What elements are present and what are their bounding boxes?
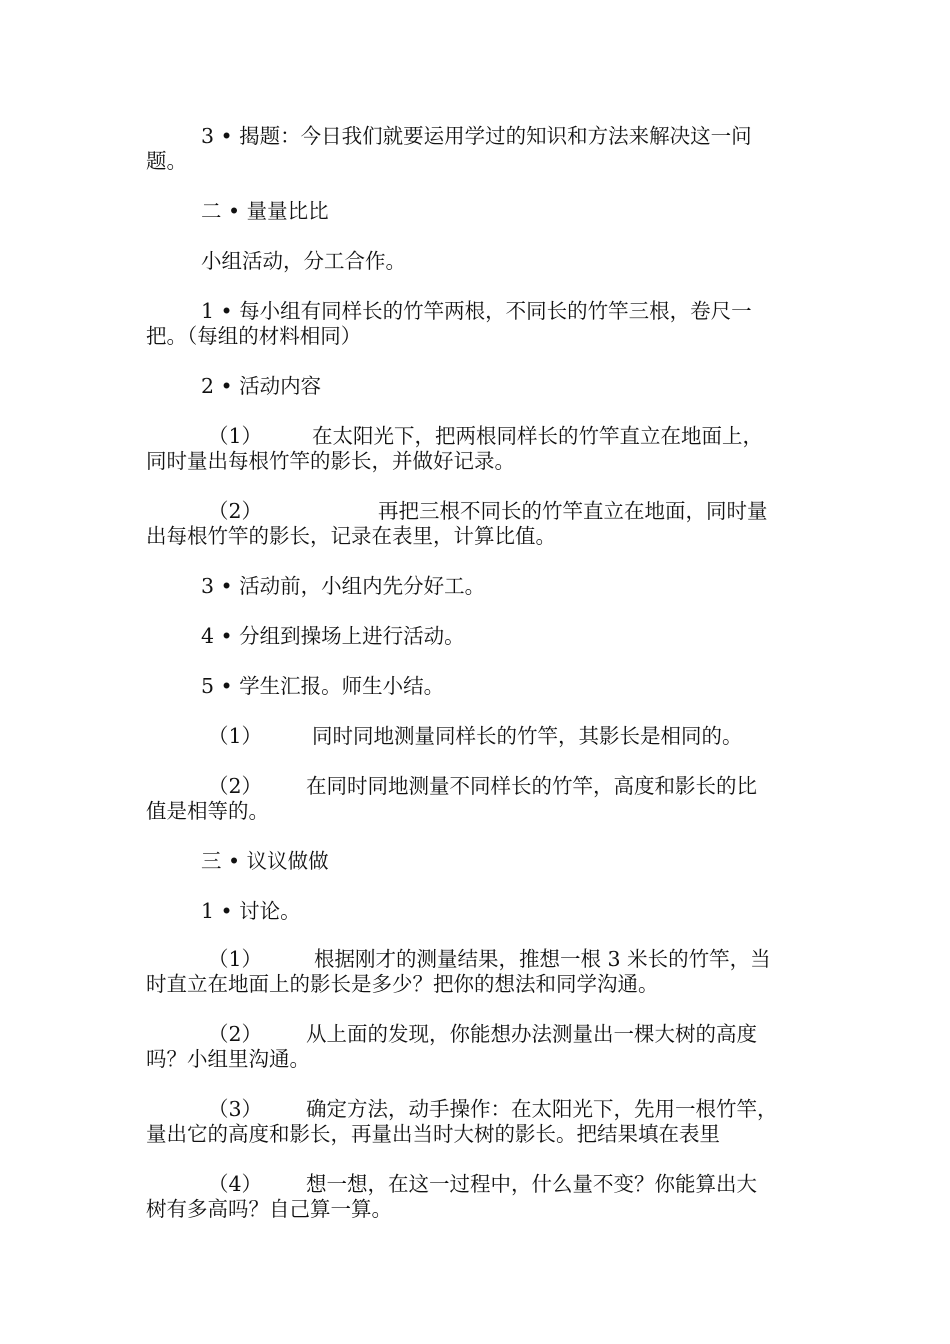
text-line: 5 • 学生汇报。师生小结。 (201, 674, 445, 698)
paragraph (146, 374, 808, 399)
text-line: 4 • 分组到操场上进行活动。 (201, 624, 465, 648)
paragraph (146, 899, 808, 924)
item-number: （2） (208, 499, 263, 523)
text-line: 把。（每组的材料相同） (146, 324, 362, 348)
text-line: 量出它的高度和影长，再量出当时大树的影长。把结果填在表里 (146, 1122, 720, 1146)
list-item (146, 499, 808, 549)
text-line: 树有多高吗？自己算一算。 (146, 1197, 392, 1221)
section-heading-3 (146, 849, 808, 874)
text-line: 出每根竹竿的影长，记录在表里，计算比值。 (146, 524, 556, 548)
item-number: （2） (208, 1022, 263, 1046)
list-item (146, 424, 808, 474)
paragraph (146, 574, 808, 599)
list-item (146, 1022, 808, 1072)
text-line: 在太阳光下，把两根同样长的竹竿直立在地面上， (312, 424, 763, 448)
list-item (146, 947, 808, 997)
item-number: （4） (208, 1172, 263, 1196)
text-line: 二 • 量量比比 (201, 199, 329, 223)
text-line: 同时同地测量同样长的竹竿，其影长是相同的。 (312, 724, 743, 748)
text-line: 3 • 活动前，小组内先分好工。 (201, 574, 486, 598)
paragraph (146, 674, 808, 699)
list-item (146, 724, 808, 749)
text-line: 时直立在地面上的影长是多少？把你的想法和同学沟通。 (146, 972, 659, 996)
list-item (146, 1097, 808, 1147)
text-line: 值是相等的。 (146, 799, 269, 823)
list-item (146, 1172, 808, 1222)
text-line: 2 • 活动内容 (201, 374, 322, 398)
paragraph (146, 249, 808, 274)
text-line: 从上面的发现，你能想办法测量出一棵大树的高度 (306, 1022, 757, 1046)
item-number: （3） (208, 1097, 263, 1121)
text-line: 根据刚才的测量结果，推想一根 3 米长的竹竿，当 (314, 947, 771, 971)
text-line: 在同时同地测量不同样长的竹竿，高度和影长的比 (306, 774, 757, 798)
item-number: （1） (208, 724, 263, 748)
text-line: 1 • 每小组有同样长的竹竿两根，不同长的竹竿三根，卷尺一 (201, 299, 752, 323)
text-line: 3 • 揭题：今日我们就要运用学过的知识和方法来解决这一问 (201, 124, 752, 148)
text-line: 吗？小组里沟通。 (146, 1047, 310, 1071)
item-number: （1） (208, 947, 263, 971)
text-line: 小组活动，分工合作。 (201, 249, 406, 273)
text-line: 三 • 议议做做 (201, 849, 329, 873)
item-number: （1） (208, 424, 263, 448)
section-heading-2 (146, 199, 808, 224)
text-line: 再把三根不同长的竹竿直立在地面，同时量 (378, 499, 768, 523)
text-line: 同时量出每根竹竿的影长，并做好记录。 (146, 449, 515, 473)
paragraph (146, 624, 808, 649)
text-line: 1 • 讨论。 (201, 899, 301, 923)
text-line: 想一想，在这一过程中，什么量不变？你能算出大 (306, 1172, 757, 1196)
item-number: （2） (208, 774, 263, 798)
paragraph-intro (146, 124, 808, 174)
text-line: 确定方法，动手操作：在太阳光下，先用一根竹竿， (306, 1097, 778, 1121)
paragraph (146, 299, 808, 349)
text-line: 题。 (146, 149, 187, 173)
list-item (146, 774, 808, 824)
